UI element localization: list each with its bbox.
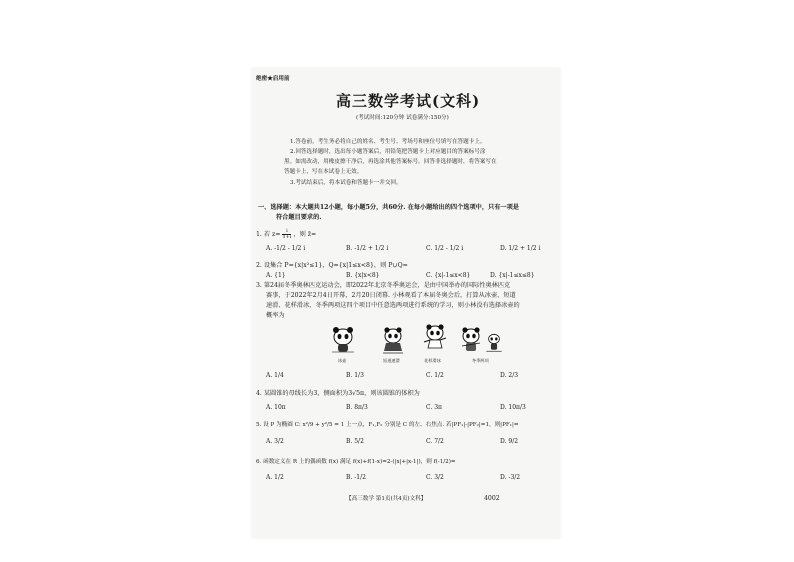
q4-option-c: C. 3π	[426, 404, 442, 411]
exam-paper	[252, 68, 560, 538]
note-line: 1.答卷前，考生务必将自己的姓名、考生号、考场号和座位号填写在答题卡上。	[290, 139, 486, 145]
caption-biathlon: 冬季两项	[472, 358, 489, 363]
q1-fraction	[282, 229, 291, 240]
q1-frac-den: 1+i	[282, 234, 292, 240]
q2-option-b: B. {x|x<8}	[346, 272, 380, 279]
secret-tag: 绝密★启用前	[256, 76, 290, 82]
question-2: 2. 设集合 P={x|x²≤1}，Q={x|1≤x<8}，则 P∪Q=	[256, 262, 408, 269]
q2-option-c: C. {x|-1≤x<8}	[426, 272, 471, 279]
page-footer-label: 【高三数学 第1页(共4页)文科】	[346, 496, 427, 502]
note-line: 答题卡上，写在本试卷上无效。	[284, 169, 363, 175]
q3-option-b: B. 1/3	[346, 372, 364, 379]
q6-option-c: C. 3/2	[426, 474, 444, 481]
question-4: 4. 某圆锥的母线长为3，侧面积为3√5π，则该圆锥的体积为	[256, 390, 420, 397]
panda-figure-skating-image	[422, 324, 448, 352]
panda-speed-skating-image	[380, 326, 406, 354]
q1-frac-num: i	[282, 229, 291, 235]
q6-option-a: A. 1/2	[266, 474, 284, 481]
q3-option-c: C. 1/2	[426, 372, 444, 379]
q2-option-a: A. {1}	[266, 272, 286, 279]
q3-option-d: D. 2/3	[500, 372, 519, 379]
section-heading: 一、选择题：本大题共12小题，每小题5分，共60分. 在每小题给出的四个选项中，只有一项是	[258, 204, 519, 211]
q4-option-d: D. 10π/3	[500, 404, 526, 411]
question-5: 5. 设 P 为椭圆 C: x²/9 + y²/5 = 1 上一点，F₁,F₂ 分别是 C 的左、右焦点. 若|PF₁|-|PF₂|=1，则|PF₁|=	[256, 422, 519, 428]
panda-curling-image	[330, 326, 356, 354]
q2-option-d: D. {x|-1≤x≤8}	[490, 272, 535, 279]
q1-option-c: C. 1/2 - 1/2 i	[426, 245, 464, 252]
panda-skier-image	[484, 330, 504, 354]
exam-duration: (考试时间:120分钟 试卷满分:150分)	[356, 115, 449, 121]
caption-figure-skating: 花样滑冰	[424, 358, 441, 363]
caption-curling: 冰壶	[338, 358, 347, 363]
q5-option-a: A. 3/2	[266, 438, 284, 445]
question-1	[256, 229, 316, 240]
panda-biathlon-image	[458, 326, 484, 354]
question-3-line3: 速滑、花样滑冰、冬季两项这四个项目中任意选两项进行系统的学习，则小林没有选择冰壶的	[266, 302, 520, 309]
q4-option-b: B. 8π/3	[346, 404, 368, 411]
question-6: 6. 函数定义在 R 上的偶函数 f(x) 满足 f(x)+f(1-x)=2-(|x|+|x-1|)，则 f(-1/2)=	[256, 459, 456, 465]
q1-option-b: B. -1/2 + 1/2 i	[346, 245, 389, 252]
q6-option-d: D. -3/2	[500, 474, 521, 481]
q1-stem: 1. 若 z=	[256, 231, 281, 238]
question-3-line4: 概率为	[266, 312, 285, 319]
q3-option-a: A. 1/4	[266, 372, 284, 379]
note-line: 3.考试结束后，将本试卷和答题卡一并交回。	[290, 180, 402, 186]
q5-option-c: C. 7/2	[426, 438, 444, 445]
q4-option-a: A. 10π	[266, 404, 286, 411]
q1-option-d: D. 1/2 + 1/2 i	[500, 245, 541, 252]
page-footer-code: 4002	[484, 495, 500, 502]
question-3-line1: 3. 第24届冬季奥林匹克运动会，即2022年北京冬季奥运会，是由中国举办的国际性奥林匹克	[256, 282, 511, 289]
q5-option-d: D. 9/2	[500, 438, 519, 445]
note-line: 2.回答选择题时，选出每小题答案后，用铅笔把答题卡上对应题目的答案标号涂	[290, 149, 486, 155]
q6-option-b: B. -1/2	[346, 474, 366, 481]
q1-option-a: A. -1/2 - 1/2 i	[266, 245, 306, 252]
note-line: 黑。如需改动，用橡皮擦干净后，再选涂其他答案标号。回答非选择题时，将答案写在	[284, 159, 497, 165]
section-heading-cont: 符合题目要求的.	[276, 214, 322, 221]
q5-option-b: B. 5/2	[346, 438, 364, 445]
caption-speed-skating: 短道速滑	[383, 358, 400, 363]
question-3-line2: 赛事，于2022年2月4日开幕，2月20日闭幕. 小林观看了本届冬奥会后，打算从冰壶、短道	[266, 292, 516, 299]
q1-stem-tail: ，则 z̄=	[293, 231, 317, 238]
page-title: 高三数学考试(文科)	[336, 92, 481, 110]
